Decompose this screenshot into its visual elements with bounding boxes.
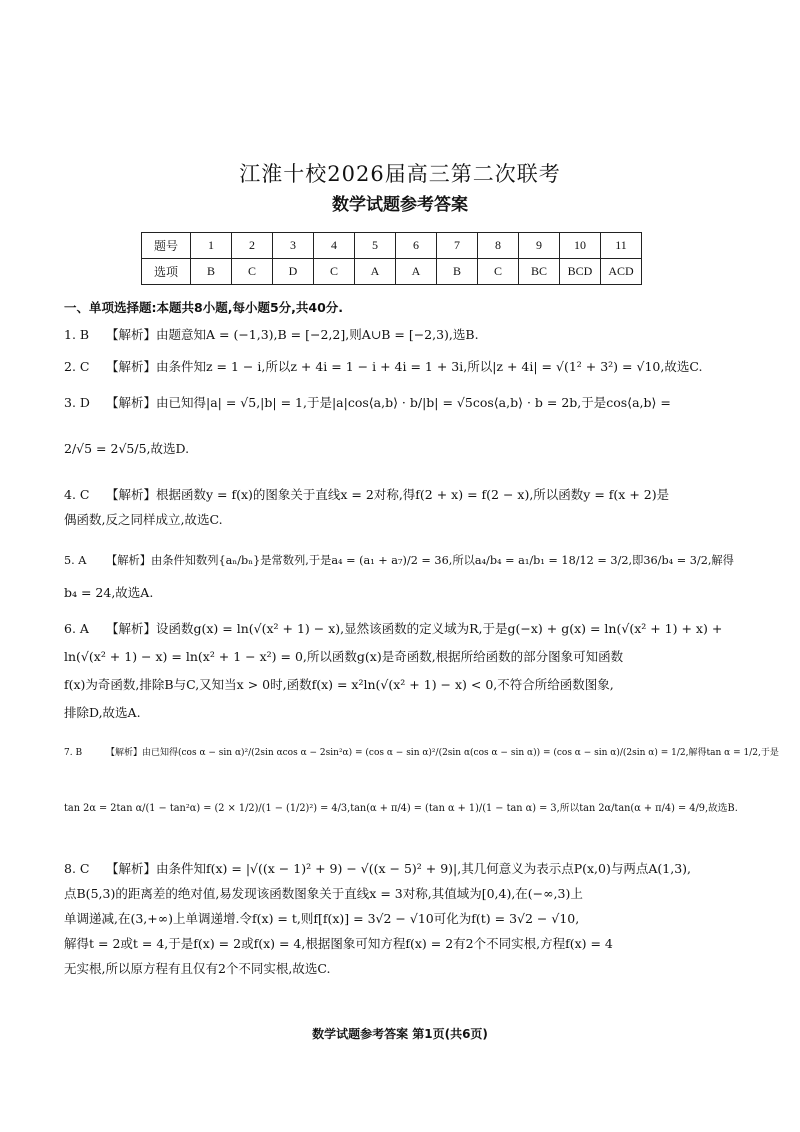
solution-text: 解得t = 2或t = 4,于是f(x) = 2或f(x) = 4,根据图象可知方程f(x) = 2有2个不同实根,方程f(x) = 4 [64, 936, 613, 951]
solution-5 [64, 552, 740, 570]
solution-6 [64, 620, 740, 638]
solution-8-line-3 [64, 910, 740, 928]
solution-text: 【解析】由已知得(cos α − sin α)²/(2sin αcos α − 2sin²α) = (cos α − sin α)²/(2sin α(cos α − sin α)) = (cos α − sin α)/(2sin α) = 1/2,解得tan α = 1/2,于是 [106, 748, 779, 758]
solution-text: 单调递减,在(3,+∞)上单调递增.令f(x) = t,则f[f(x)] = 3√2 − √10可化为f(t) = 3√2 − √10, [64, 911, 580, 926]
solution-number: 8. C [64, 861, 90, 876]
question-number: 8 [478, 233, 519, 259]
solution-text: 【解析】设函数g(x) = ln(√(x² + 1) − x),显然该函数的定义域为R,于是g(−x) + g(x) = ln(√(x² + 1) + x) + [106, 621, 723, 636]
solution-text: 点B(5,3)的距离差的绝对值,易发现该函数图象关于直线x = 3对称,其值域为[0,4),在(−∞,3)上 [64, 886, 583, 901]
solution-text: 无实根,所以原方程有且仅有2个不同实根,故选C. [64, 961, 331, 976]
solution-text: tan 2α = 2tan α/(1 − tan²α) = (2 × 1/2)/(1 − (1/2)²) = 4/3,tan(α + π/4) = (tan α + 1)/(1 − tan α) = 3,所以tan 2α/tan(α + π/4) = 4/9,故选B. [64, 803, 738, 814]
answer-cell: D [273, 259, 314, 285]
question-number: 10 [560, 233, 601, 259]
answer-cell: C [314, 259, 355, 285]
question-number-row [142, 233, 642, 259]
question-number: 7 [437, 233, 478, 259]
question-number: 2 [232, 233, 273, 259]
question-number: 4 [314, 233, 355, 259]
solution-text: 排除D,故选A. [64, 705, 141, 720]
question-number: 6 [396, 233, 437, 259]
solution-text: 【解析】由条件知z = 1 − i,所以z + 4i = 1 − i + 4i = 1 + 3i,所以|z + 4i| = √(1² + 3²) = √10,故选C. [106, 359, 703, 374]
solution-number: 6. A [64, 621, 89, 636]
solution-7-continued [64, 800, 740, 818]
answer-cell: A [355, 259, 396, 285]
answer-cell: B [191, 259, 232, 285]
solution-number: 7. B [64, 748, 83, 758]
solution-number: 2. C [64, 359, 90, 374]
solution-8-line-4 [64, 935, 740, 953]
solution-text: b₄ = 24,故选A. [64, 585, 154, 600]
solution-5-continued [64, 584, 740, 602]
section-heading: 一、单项选择题:本题共8小题,每小题5分,共40分. [64, 300, 344, 315]
solution-text: f(x)为奇函数,排除B与C,又知当x > 0时,函数f(x) = x²ln(√(x² + 1) − x) < 0,不符合所给函数图象, [64, 677, 614, 692]
solution-8 [64, 860, 740, 878]
solution-4-continued [64, 511, 740, 529]
solution-text: 2/√5 = 2√5/5,故选D. [64, 441, 190, 456]
row-label-question-number: 题号 [142, 233, 191, 259]
row-label-answer: 选项 [142, 259, 191, 285]
solution-text: 偶函数,反之同样成立,故选C. [64, 512, 223, 527]
answer-cell: C [478, 259, 519, 285]
answer-cell: C [232, 259, 273, 285]
page-footer: 数学试题参考答案 第1页(共6页) [312, 1027, 488, 1041]
solution-number: 4. C [64, 487, 90, 502]
answer-cell: BC [519, 259, 560, 285]
solution-text: 【解析】由条件知数列{aₙ/bₙ}是常数列,于是a₄ = (a₁ + a₇)/2 = 36,所以a₄/b₄ = a₁/b₁ = 18/12 = 3/2,即36/b₄ = 3/2,解得 [106, 554, 734, 567]
solution-6-line-3 [64, 676, 740, 694]
answer-cell: BCD [560, 259, 601, 285]
solution-6-line-2 [64, 648, 740, 666]
answer-cell: ACD [601, 259, 642, 285]
question-number: 9 [519, 233, 560, 259]
solution-text: 【解析】由题意知A = (−1,3),B = [−2,2],则A∪B = [−2,3),选B. [106, 327, 479, 342]
solution-6-line-4 [64, 704, 740, 722]
answer-cell: B [437, 259, 478, 285]
solution-4 [64, 486, 740, 504]
exam-title: 江淮十校2026届高三第二次联考 [239, 162, 561, 186]
question-number: 11 [601, 233, 642, 259]
solution-text: 【解析】根据函数y = f(x)的图象关于直线x = 2对称,得f(2 + x) = f(2 − x),所以函数y = f(x + 2)是 [106, 487, 670, 502]
solution-3-continued [64, 440, 740, 458]
answer-table [141, 232, 642, 285]
solution-8-line-2 [64, 885, 740, 903]
question-number: 3 [273, 233, 314, 259]
solution-number: 5. A [64, 554, 87, 567]
solution-2 [64, 358, 740, 376]
solution-number: 3. D [64, 395, 90, 410]
solution-text: 【解析】由已知得|a| = √5,|b| = 1,于是|a|cos⟨a,b⟩ · b/|b| = √5cos⟨a,b⟩ · b = 2b,于是cos⟨a,b⟩ = [106, 395, 671, 410]
question-number: 5 [355, 233, 396, 259]
solution-7 [64, 744, 779, 762]
answer-cell: A [396, 259, 437, 285]
answer-row [142, 259, 642, 285]
solution-number: 1. B [64, 327, 90, 342]
solution-8-line-5 [64, 960, 740, 978]
solution-text: ln(√(x² + 1) − x) = ln(x² + 1 − x²) = 0,所以函数g(x)是奇函数,根据所给函数的部分图象可知函数 [64, 649, 624, 664]
solution-3 [64, 394, 740, 412]
question-number: 1 [191, 233, 232, 259]
solution-1 [64, 326, 740, 344]
answer-key-subtitle: 数学试题参考答案 [332, 195, 468, 215]
solution-text: 【解析】由条件知f(x) = |√((x − 1)² + 9) − √((x − 5)² + 9)|,其几何意义为表示点P(x,0)与两点A(1,3), [106, 861, 691, 876]
